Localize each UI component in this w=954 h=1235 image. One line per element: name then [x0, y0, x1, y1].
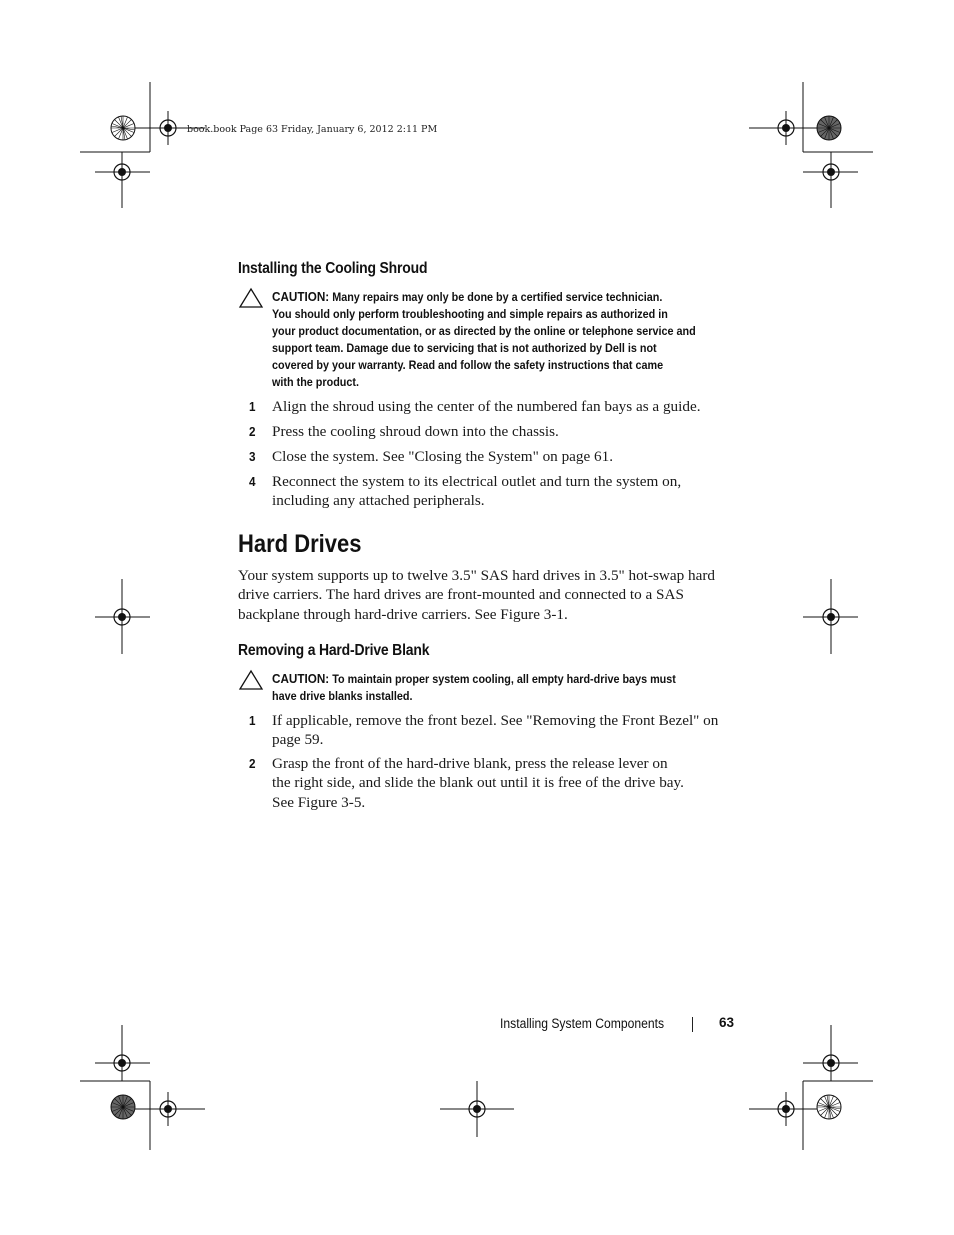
- section-heading-cooling-shroud: Installing the Cooling Shroud: [238, 260, 428, 277]
- footer-chapter-title: Installing System Components: [500, 1016, 665, 1031]
- intro-paragraph: [238, 566, 758, 624]
- caution-line: To maintain proper system cooling, all empty hard-drive bays must: [332, 672, 676, 686]
- step-number: 2: [249, 756, 256, 771]
- step-line: Close the system. See "Closing the System" on page 61.: [272, 448, 614, 465]
- step-line: Reconnect the system to its electrical outlet and turn the system on,: [272, 473, 682, 490]
- page-number: 63: [719, 1015, 735, 1030]
- caution-line: with the product.: [272, 375, 359, 389]
- caution-icon: [238, 287, 264, 309]
- step-number: 1: [249, 399, 256, 414]
- step-text: [272, 422, 740, 441]
- paragraph-line: drive carriers. The hard drives are front-mounted and connected to a SAS: [238, 586, 684, 604]
- step-line: Grasp the front of the hard-drive blank, press the release lever on: [272, 755, 668, 772]
- caution-line: Many repairs may only be done by a certified service technician.: [332, 290, 663, 304]
- caution-label: CAUTION:: [272, 289, 330, 304]
- caution-line: covered by your warranty. Read and follow the safety instructions that came: [272, 358, 664, 372]
- caution-label: CAUTION:: [272, 671, 330, 686]
- step-number: 2: [249, 424, 256, 439]
- caution-notice-shroud: [272, 288, 740, 391]
- caution-line: have drive blanks installed.: [272, 689, 413, 703]
- step-line: including any attached peripherals.: [272, 492, 485, 510]
- step-line: Align the shroud using the center of the numbered fan bays as a guide.: [272, 398, 701, 415]
- step-line: the right side, and slide the blank out until it is free of the drive bay.: [272, 774, 684, 792]
- step-number: 1: [249, 713, 256, 728]
- step-text: [272, 711, 740, 750]
- step-number: 3: [249, 449, 256, 464]
- caution-notice-blank: [272, 670, 740, 705]
- step-line: If applicable, remove the front bezel. See "Removing the Front Bezel" on: [272, 712, 719, 729]
- step-text: [272, 472, 740, 511]
- section-heading-removing-blank: Removing a Hard-Drive Blank: [238, 642, 430, 659]
- step-number: 4: [249, 474, 256, 489]
- step-text: [272, 754, 740, 812]
- step-line: page 59.: [272, 731, 324, 749]
- caution-line: support team. Damage due to servicing that is not authorized by Dell is not: [272, 341, 657, 355]
- paragraph-line: Your system supports up to twelve 3.5" SAS hard drives in 3.5" hot-swap hard: [238, 567, 716, 584]
- step-text: [272, 447, 740, 466]
- paragraph-line: backplane through hard-drive carriers. See Figure 3-1.: [238, 605, 568, 623]
- caution-icon: [238, 669, 264, 691]
- footer-divider: [692, 1017, 693, 1032]
- slug-line: book.book Page 63 Friday, January 6, 2012 2:11 PM: [187, 124, 438, 135]
- step-line: See Figure 3-5.: [272, 793, 366, 811]
- step-line: Press the cooling shroud down into the chassis.: [272, 423, 559, 440]
- caution-line: You should only perform troubleshooting and simple repairs as authorized in: [272, 307, 668, 321]
- caution-line: your product documentation, or as directed by the online or telephone service and: [272, 324, 696, 338]
- step-text: [272, 397, 740, 416]
- section-title-hard-drives: Hard Drives: [238, 530, 362, 558]
